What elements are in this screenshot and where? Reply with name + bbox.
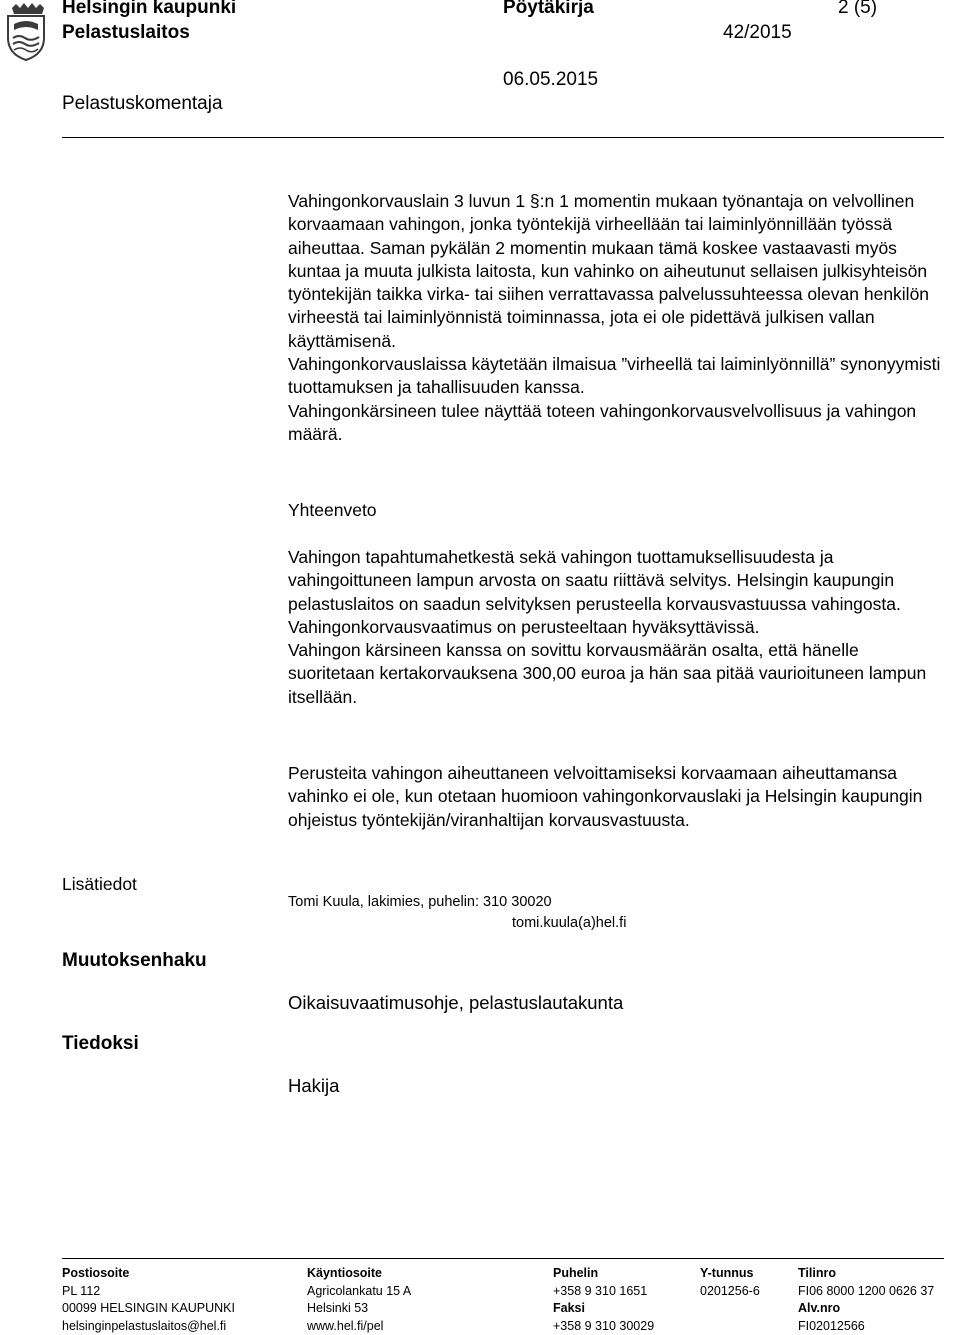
footer-phone-number: +358 9 310 1651 bbox=[553, 1283, 654, 1301]
footer-business-id bbox=[700, 1265, 760, 1300]
notice-label: Tiedoksi bbox=[62, 1033, 139, 1055]
footer-heading: Käyntiosoite bbox=[307, 1265, 411, 1283]
appeal-value: Oikaisuvaatimusohje, pelastuslautakunta bbox=[288, 992, 623, 1014]
body-paragraph: Vahingon kärsineen kanssa on sovittu korvausmäärän osalta, että hänelle suoritetaan kertakorvauksena 300,00 euroa ja hän saa pitää vaurioituneen lampun itsellään. bbox=[288, 639, 950, 709]
appeal-label: Muutoksenhaku bbox=[62, 950, 207, 972]
footer-line: PL 112 bbox=[62, 1283, 235, 1301]
footer-heading: Puhelin bbox=[553, 1265, 654, 1283]
header-divider bbox=[62, 137, 944, 138]
notice-value: Hakija bbox=[288, 1075, 339, 1097]
footer-visit bbox=[307, 1265, 411, 1335]
header-dept: Pelastuslaitos bbox=[62, 22, 190, 44]
footer-line: Agricolankatu 15 A bbox=[307, 1283, 411, 1301]
footer-fax-number: +358 9 310 30029 bbox=[553, 1318, 654, 1335]
header-page: 2 (5) bbox=[838, 0, 877, 19]
footer-line: Helsinki 53 bbox=[307, 1300, 411, 1318]
header-date: 06.05.2015 bbox=[503, 69, 598, 91]
footer-heading: Alv.nro bbox=[798, 1300, 934, 1318]
body-paragraph: Perusteita vahingon aiheuttaneen velvoittamiseksi korvaamaan aiheuttamansa vahinko ei ole, kun otetaan huomioon vahingonkorvauslaki ja Helsingin kaupungin ohjeistus työntekijän/viranhaltijan korvausvastuusta. bbox=[288, 762, 950, 832]
body-conclusion bbox=[288, 762, 950, 832]
footer-phone bbox=[553, 1265, 654, 1335]
header-doc-type: Pöytäkirja bbox=[503, 0, 594, 19]
body-paragraph: Vahingonkorvauslaissa käytetään ilmaisua ”virheellä tai laiminlyönnillä” synonyymisti tuottamuksen ja tahallisuuden kanssa. bbox=[288, 353, 950, 400]
body-paragraph: Vahingonkärsineen tulee näyttää toteen vahingonkorvausvelvollisuus ja vahingon määrä. bbox=[288, 400, 950, 447]
footer-vat-value: FI02012566 bbox=[798, 1318, 934, 1335]
header-decision-maker: Pelastuskomentaja bbox=[62, 93, 223, 115]
footer-divider bbox=[62, 1258, 944, 1259]
footer-heading: Postiosoite bbox=[62, 1265, 235, 1283]
footer-heading: Faksi bbox=[553, 1300, 654, 1318]
body-upper bbox=[288, 190, 950, 446]
footer-postal bbox=[62, 1265, 235, 1335]
info-label: Lisätiedot bbox=[62, 873, 137, 895]
footer-heading: Y-tunnus bbox=[700, 1265, 760, 1283]
footer-email: helsinginpelastuslaitos@hel.fi bbox=[62, 1318, 235, 1335]
contact-email: tomi.kuula(a)hel.fi bbox=[512, 913, 626, 933]
footer-business-id-value: 0201256-6 bbox=[700, 1283, 760, 1301]
body-summary bbox=[288, 546, 950, 709]
city-crest-logo bbox=[4, 2, 48, 62]
footer-line: 00099 HELSINGIN KAUPUNKI bbox=[62, 1300, 235, 1318]
contact-line: Tomi Kuula, lakimies, puhelin: 310 30020 bbox=[288, 892, 552, 912]
header-org: Helsingin kaupunki bbox=[62, 0, 236, 19]
footer-account-value: FI06 8000 1200 0626 37 bbox=[798, 1283, 934, 1301]
header-number: 42/2015 bbox=[723, 22, 792, 44]
footer-heading: Tilinro bbox=[798, 1265, 934, 1283]
footer-website: www.hel.fi/pel bbox=[307, 1318, 411, 1335]
summary-heading: Yhteenveto bbox=[288, 499, 377, 521]
body-paragraph: Vahingonkorvauslain 3 luvun 1 §:n 1 momentin mukaan työnantaja on velvollinen korvaamaan vahingon, jonka työntekijä virheellään tai laiminlyönnillään työssä aiheuttaa. Saman pykälän 2 momentin mukaan tämä koskee vastaavasti myös kuntaa ja muuta julkista laitosta, kun vahinko on aiheutunut sellaisen julkisyhteisön työntekijän taikka virka- tai siihen verrattavassa palvelussuhteessa olevan henkilön virheestä tai laiminlyönnistä toiminnassa, jota ei ole pidettävä julkisen vallan käyttämisenä. bbox=[288, 190, 950, 353]
footer-account bbox=[798, 1265, 934, 1335]
body-paragraph: Vahingon tapahtumahetkestä sekä vahingon tuottamuksellisuudesta ja vahingoittuneen lampun arvosta on saatu riittävä selvitys. Helsingin kaupungin pelastuslaitos on saadun selvityksen perusteella korvausvastuussa vahingosta. Vahingonkorvausvaatimus on perusteeltaan hyväksyttävissä. bbox=[288, 546, 950, 639]
